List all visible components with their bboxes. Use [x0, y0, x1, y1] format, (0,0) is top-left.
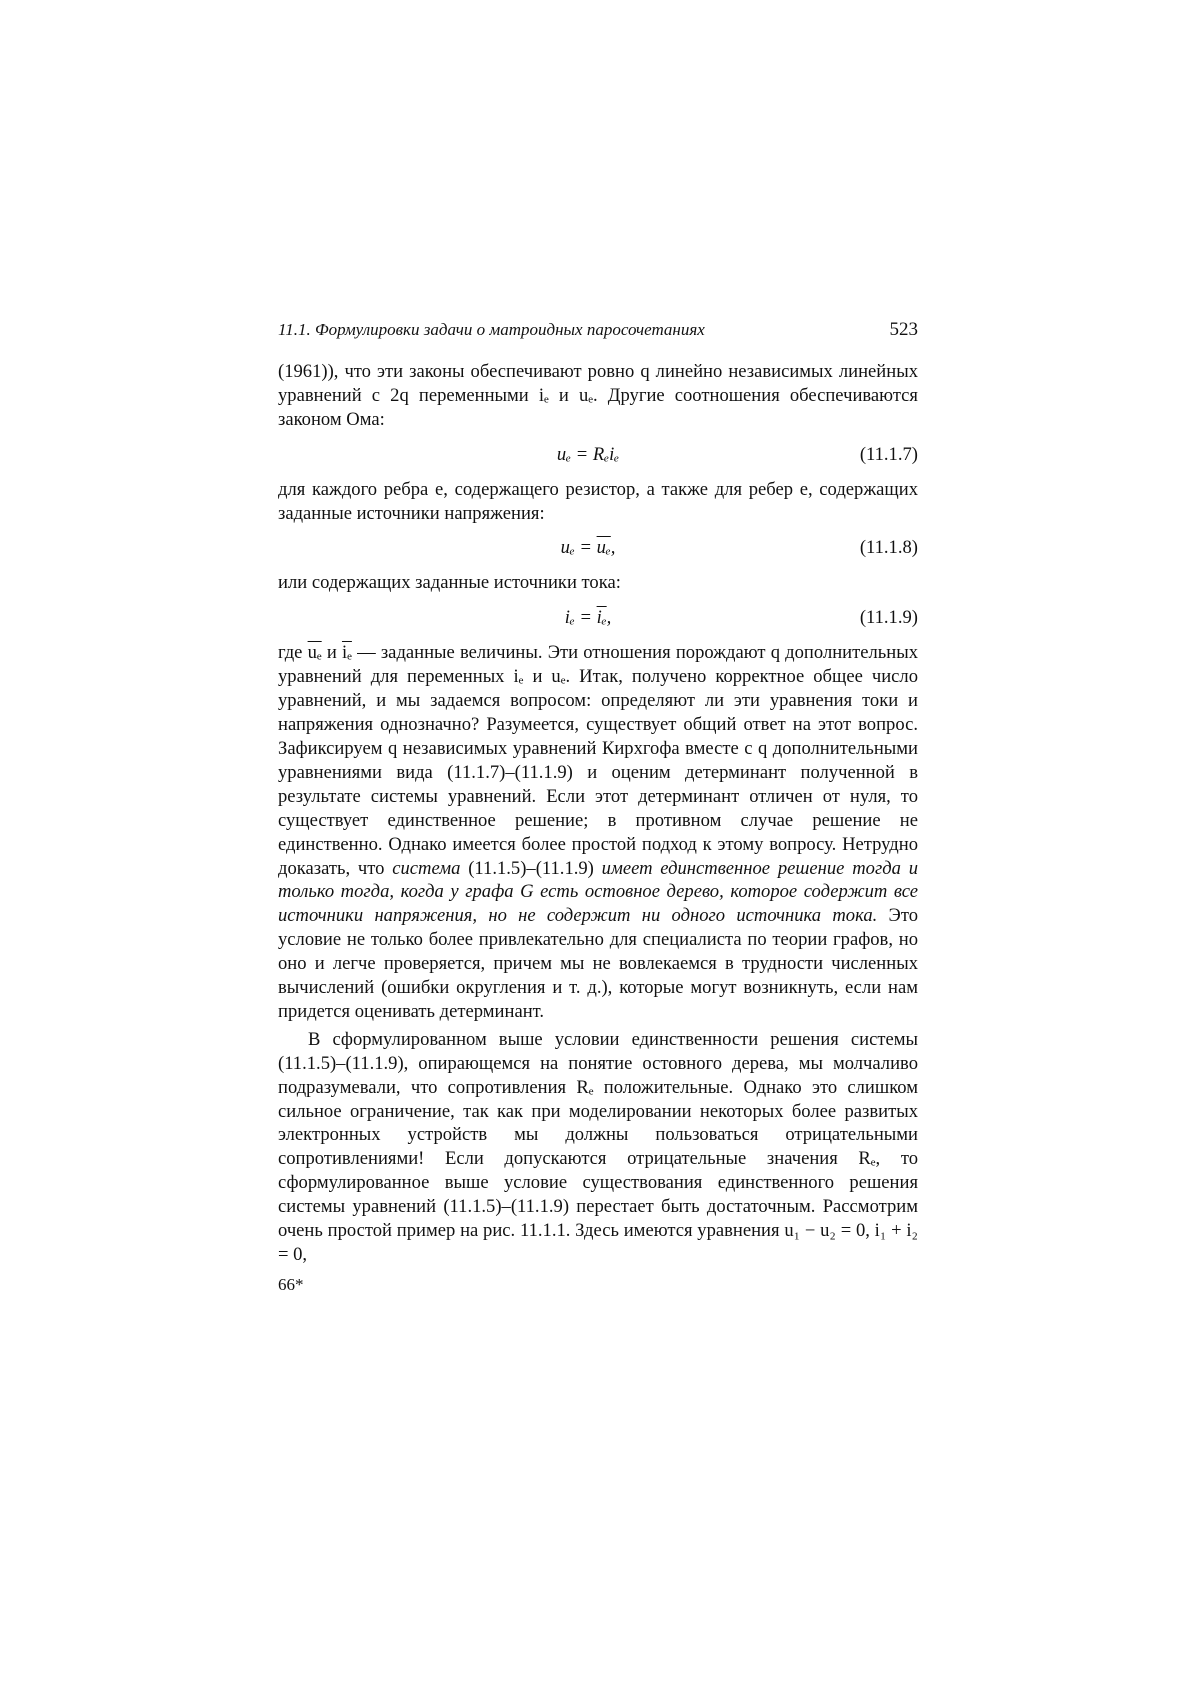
- equation-formula: uₑ = Rₑiₑ: [556, 443, 620, 465]
- equation-lhs: iₑ =: [564, 607, 597, 629]
- signature-mark: 66*: [278, 1274, 304, 1294]
- paragraph-4: [278, 641, 918, 1024]
- equation-formula: [278, 536, 828, 560]
- equation-number: (11.1.8): [859, 537, 918, 559]
- math-ibar: $\overline{i_e}$: [341, 642, 352, 664]
- paragraph-2: для каждого ребра e, содержащего резистор, а также для ребер e, содержащих заданные источники напряжения:: [278, 478, 918, 524]
- equation-lhs: uₑ =: [560, 537, 597, 559]
- equation-number: (11.1.7): [859, 443, 918, 465]
- italic-run: система: [392, 857, 461, 879]
- page: [278, 318, 918, 1297]
- page-number: 523: [889, 319, 918, 340]
- paragraph-1: (1961)), что эти законы обеспечивают ровно q линейно независимых линейных уравнений с 2q переменными iₑ и uₑ. Другие соотношения обеспечиваются законом Ома:: [278, 360, 918, 430]
- equation-tail: ,: [610, 537, 616, 559]
- text-run: Это условие не только более привлекательно для специалиста по теории графов, но оно и легче проверяется, причем мы не вовлекаемся в трудности численных вычислений (ошибки округления и т. д.), которые могут возникнуть, если нам придется оценивать детерминант.: [278, 905, 918, 1022]
- equation-11-1-9: [278, 601, 918, 635]
- running-title: 11.1. Формулировки задачи о матроидных паросочетаниях: [278, 320, 705, 339]
- theorem-statement: имеет единственное решение тогда и только тогда, когда у графа G есть остовное дерево, которое содержит все источники напряжения, но не содержит ни одного источника тока.: [278, 857, 918, 927]
- equation-rhs: $\overline{i_e}$: [596, 607, 607, 629]
- equation-number: (11.1.9): [859, 607, 918, 629]
- equation-11-1-7: [278, 438, 918, 472]
- running-header: [278, 318, 918, 342]
- text-run: где: [278, 642, 308, 664]
- equation-tail: ,: [606, 607, 612, 629]
- equation-11-1-8: [278, 531, 918, 565]
- paragraph-5: В сформулированном выше условии единственности решения системы (11.1.5)–(11.1.9), опирающемся на понятие остовного дерева, мы молчаливо подразумевали, что сопротивления Rₑ положительные. Однако это слишком сильное ограничение, так как при моделировании некоторых более развитых электронных устройств мы должны пользоваться отрицательными сопротивлениями! Если допускаются отрицательные значения Rₑ, то сформулированное выше условие существования единственного решения системы уравнений (11.1.5)–(11.1.9) перестает быть достаточным. Рассмотрим очень простой пример на рис. 11.1.1. Здесь имеются уравнения u₁ − u₂ = 0, i₁ + i₂ = 0,: [278, 1028, 918, 1265]
- text-run: — заданные величины. Эти отношения порождают q дополнительных уравнений для переменных iₑ и uₑ. Итак, получено корректное общее число уравнений, и мы задаемся вопросом: определяют ли эти уравнения токи и напряжения однозначно? Разумеется, существует общий ответ на этот вопрос. Зафиксируем q независимых уравнений Кирхгофа вместе с q дополнительными уравнениями вида (11.1.7)–(11.1.9) и оценим детерминант полученной в результате системы уравнений. Если этот детерминант отличен от нуля, то существует единственное решение; в противном случае решение не единственно. Однако имеется более простой подход к этому вопросу. Нетрудно доказать, что: [278, 642, 918, 879]
- equation-rhs: $\overline{u_e}$: [596, 537, 611, 559]
- text-run: (11.1.5)–(11.1.9): [460, 857, 602, 879]
- text-run: и: [321, 642, 342, 664]
- equation-formula: [278, 606, 828, 630]
- paragraph-3: или содержащих заданные источники тока:: [278, 572, 621, 594]
- math-ubar: $\overline{u_e}$: [307, 642, 322, 664]
